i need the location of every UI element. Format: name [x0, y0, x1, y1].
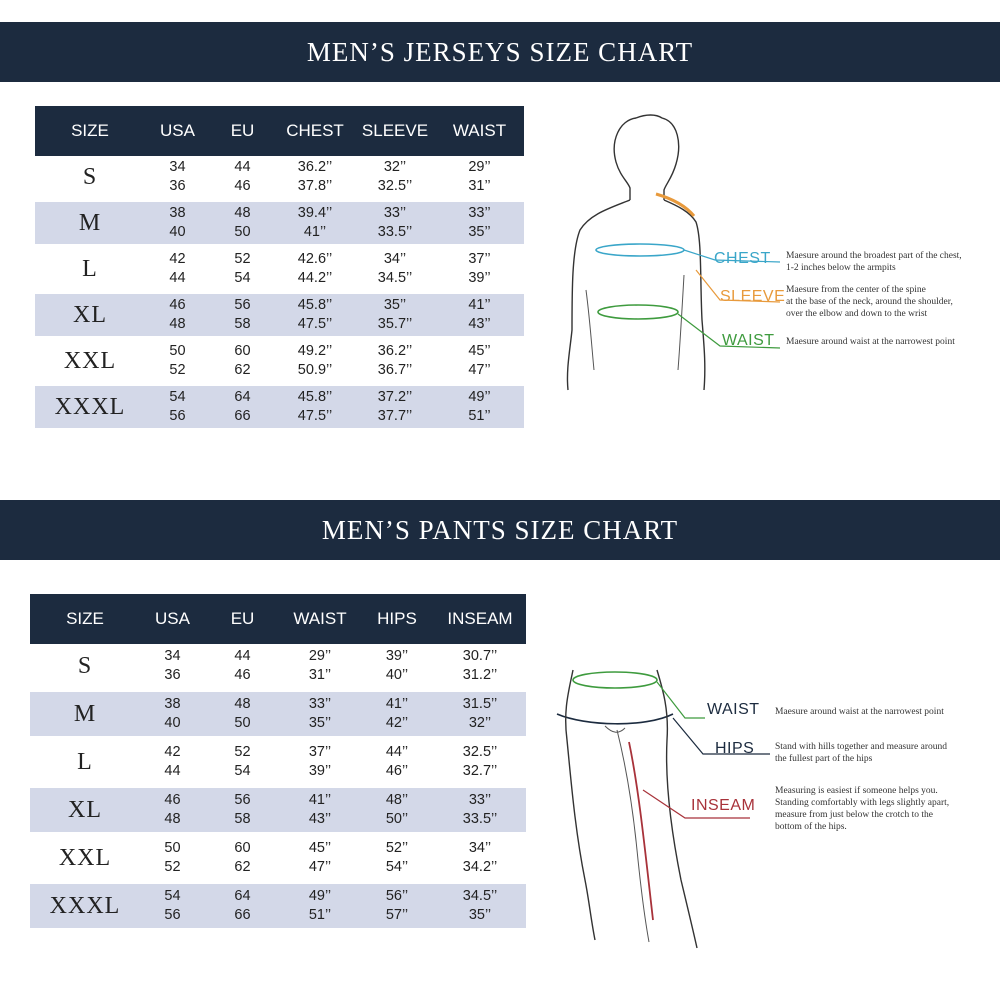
hips-value: 48’’: [385, 792, 409, 808]
sleeve-value: 35’’: [383, 297, 407, 313]
size-row: [35, 156, 524, 198]
waist-value: 45’’: [308, 840, 332, 856]
waist-value: 29’’: [308, 648, 332, 664]
eu-cell: [210, 156, 275, 198]
waist-cell: [280, 884, 360, 928]
hips-value: 54’’: [385, 859, 409, 875]
hips-cell: [360, 836, 434, 880]
eu-value: 64: [234, 389, 251, 405]
usa-cell: [140, 788, 205, 832]
header-eu: EU: [210, 106, 275, 156]
inseam-description: Measuring is easiest if someone helps you. Standing comfortably with legs slightly apart, measure from just below the crotch to the bottom of the hips.: [775, 786, 950, 832]
header-waist: WAIST: [280, 594, 360, 644]
header-waist: WAIST: [435, 106, 524, 156]
header-chest: CHEST: [275, 106, 355, 156]
usa-value: 50: [164, 840, 181, 856]
header-inseam: INSEAM: [434, 594, 526, 644]
header-usa: USA: [140, 594, 205, 644]
usa-cell: [145, 340, 210, 382]
chest-cell: [275, 248, 355, 290]
usa-value: 40: [164, 715, 181, 731]
usa-value: 48: [169, 316, 186, 332]
usa-value: 50: [169, 343, 186, 359]
inseam-cell: [434, 644, 526, 688]
hips-cell: [360, 788, 434, 832]
header-hips: HIPS: [360, 594, 434, 644]
waist-label: WAIST: [722, 332, 775, 349]
chest-value: 39.4’’: [297, 205, 333, 221]
header-sleeve: SLEEVE: [355, 106, 435, 156]
usa-value: 42: [169, 251, 186, 267]
waist-description: Maesure around waist at the narrowest point: [786, 337, 955, 347]
usa-value: 54: [169, 389, 186, 405]
eu-value: 54: [234, 763, 251, 779]
waist-value: 49’’: [468, 389, 491, 405]
eu-cell: [205, 740, 280, 784]
pants-measurement-figure: [545, 630, 1000, 960]
usa-value: 46: [164, 792, 181, 808]
sleeve-value: 35.7’’: [377, 316, 413, 332]
inseam-cell: [434, 788, 526, 832]
inner-arm-right: [678, 275, 684, 370]
waist-value: 35’’: [468, 224, 491, 240]
sleeve-cell: [355, 386, 435, 428]
pants-header-row: [30, 594, 526, 644]
usa-cell: [145, 156, 210, 198]
usa-value: 38: [164, 696, 181, 712]
waist-value: 31’’: [308, 667, 332, 683]
sleeve-value: 36.2’’: [377, 343, 413, 359]
eu-cell: [205, 884, 280, 928]
hips-value: 46’’: [385, 763, 409, 779]
hips-measure-line: [557, 714, 673, 724]
usa-cell: [145, 248, 210, 290]
waist-value: 41’’: [468, 297, 491, 313]
waist-value: 29’’: [468, 159, 491, 175]
eu-value: 62: [234, 362, 251, 378]
hips-value: 41’’: [385, 696, 409, 712]
eu-value: 56: [234, 792, 251, 808]
inseam-cell: [434, 836, 526, 880]
waist-value: 47’’: [468, 362, 491, 378]
header-size: SIZE: [30, 594, 140, 644]
inseam-value: 31.5’’: [462, 696, 498, 712]
eu-value: 58: [234, 316, 251, 332]
usa-cell: [145, 294, 210, 336]
chest-value: 41’’: [303, 224, 327, 240]
usa-value: 34: [169, 159, 186, 175]
inner-arm-left: [586, 290, 594, 370]
size-cell: M: [30, 692, 140, 736]
header-eu: EU: [205, 594, 280, 644]
hips-cell: [360, 884, 434, 928]
inseam-value: 33’’: [468, 792, 492, 808]
size-cell: L: [77, 748, 93, 775]
jerseys-title: MEN’S JERSEYS SIZE CHART: [306, 36, 694, 67]
usa-value: 36: [169, 178, 186, 194]
usa-value: 36: [164, 667, 181, 683]
eu-cell: [205, 836, 280, 880]
usa-cell: [140, 644, 205, 688]
eu-cell: [205, 692, 280, 736]
inseam-cell: [434, 884, 526, 928]
sleeve-value: 37.7’’: [377, 408, 413, 424]
pants-title: MEN’S PANTS SIZE CHART: [321, 514, 679, 545]
chest-value: 42.6’’: [297, 251, 333, 267]
usa-cell: [140, 884, 205, 928]
eu-value: 52: [234, 251, 251, 267]
eu-value: 56: [234, 297, 251, 313]
waist-cell: [435, 294, 524, 336]
size-cell: S: [77, 652, 93, 679]
waist-cell: [435, 386, 524, 428]
hips-cell: [360, 644, 434, 688]
waist-value: 43’’: [308, 811, 332, 827]
size-row: [35, 340, 524, 382]
usa-cell: [145, 202, 210, 244]
inseam-measure-line: [629, 742, 653, 920]
eu-value: 50: [234, 715, 251, 731]
header-size: SIZE: [35, 106, 145, 156]
sleeve-cell: [355, 294, 435, 336]
chest-value: 49.2’’: [297, 343, 333, 359]
sleeve-value: 34.5’’: [377, 270, 413, 286]
chest-cell: [275, 156, 355, 198]
sleeve-cell: [355, 340, 435, 382]
sleeve-description: Maesure from the center of the spine at the base of the neck, around the shoulder, over the elbow and down to the wrist: [786, 285, 953, 319]
inseam-value: 34.5’’: [462, 888, 498, 904]
waist-cell: [435, 248, 524, 290]
usa-cell: [145, 386, 210, 428]
eu-value: 58: [234, 811, 251, 827]
hips-label: HIPS: [715, 740, 755, 757]
crotch-line: [605, 726, 625, 732]
jersey-measurement-figure: [550, 100, 1000, 420]
size-cell: L: [82, 255, 98, 282]
usa-value: 42: [164, 744, 181, 760]
waist-value: 51’’: [468, 408, 491, 424]
waist-value: 51’’: [308, 907, 332, 923]
chest-cell: [275, 386, 355, 428]
inseam-cell: [434, 740, 526, 784]
size-row: [30, 788, 526, 832]
sleeve-cell: [355, 248, 435, 290]
eu-cell: [205, 788, 280, 832]
eu-cell: [210, 386, 275, 428]
usa-value: 44: [169, 270, 186, 286]
inseam-value: 34.2’’: [462, 859, 498, 875]
inseam-value: 34’’: [468, 840, 492, 856]
size-row: [30, 692, 526, 736]
usa-value: 48: [164, 811, 181, 827]
chest-description: Maesure around the broadest part of the chest, 1-2 inches below the armpits: [786, 251, 962, 273]
size-cell: S: [82, 163, 98, 190]
eu-value: 60: [234, 343, 251, 359]
eu-cell: [210, 248, 275, 290]
waist-cell: [280, 692, 360, 736]
usa-value: 56: [164, 907, 181, 923]
size-cell: XXXL: [30, 884, 140, 928]
chest-value: 47.5’’: [297, 408, 333, 424]
size-row: [30, 884, 526, 928]
size-cell: XXXL: [35, 386, 145, 428]
waist-value: 39’’: [308, 763, 332, 779]
inseam-value: 33.5’’: [462, 811, 498, 827]
eu-value: 46: [234, 667, 251, 683]
inseam-value: 32’’: [468, 715, 492, 731]
chest-cell: [275, 340, 355, 382]
chest-value: 44.2’’: [297, 270, 333, 286]
chest-measure-line: [596, 244, 684, 256]
chest-value: 36.2’’: [297, 159, 333, 175]
waist-value: 49’’: [308, 888, 332, 904]
eu-value: 54: [234, 270, 251, 286]
chest-label: CHEST: [714, 250, 771, 267]
pants-waist-description: Maesure around waist at the narrowest point: [775, 707, 944, 717]
waist-cell: [435, 202, 524, 244]
usa-value: 44: [164, 763, 181, 779]
waist-value: 37’’: [468, 251, 491, 267]
eu-value: 62: [234, 859, 251, 875]
size-row: [30, 740, 526, 784]
usa-value: 54: [164, 888, 181, 904]
inseam-cell: [434, 692, 526, 736]
waist-value: 33’’: [468, 205, 491, 221]
waist-cell: [435, 340, 524, 382]
chest-value: 50.9’’: [297, 362, 333, 378]
hips-description: Stand with hills together and measure around the fullest part of the hips: [775, 742, 948, 764]
waist-value: 33’’: [308, 696, 332, 712]
sleeve-value: 33.5’’: [377, 224, 413, 240]
chest-value: 37.8’’: [297, 178, 333, 194]
sleeve-value: 32.5’’: [377, 178, 413, 194]
waist-value: 39’’: [468, 270, 491, 286]
eu-value: 44: [234, 159, 251, 175]
usa-cell: [140, 836, 205, 880]
size-row: [30, 644, 526, 688]
hips-value: 44’’: [385, 744, 409, 760]
header-usa: USA: [145, 106, 210, 156]
head-outline: [614, 115, 678, 200]
eu-cell: [210, 202, 275, 244]
hips-cell: [360, 740, 434, 784]
jerseys-title-banner: [0, 22, 1000, 82]
usa-value: 52: [164, 859, 181, 875]
waist-value: 47’’: [308, 859, 332, 875]
sleeve-cell: [355, 202, 435, 244]
waist-value: 45’’: [468, 343, 491, 359]
waist-cell: [280, 740, 360, 784]
chest-value: 45.8’’: [297, 297, 333, 313]
waist-measure-line: [598, 305, 678, 319]
usa-value: 40: [169, 224, 186, 240]
size-cell: XL: [30, 788, 140, 832]
usa-value: 52: [169, 362, 186, 378]
eu-value: 44: [234, 648, 251, 664]
sleeve-value: 32’’: [383, 159, 407, 175]
waist-value: 43’’: [468, 316, 491, 332]
sleeve-value: 34’’: [383, 251, 407, 267]
jerseys-header-row: [35, 106, 524, 156]
size-row: [35, 386, 524, 428]
waist-value: 37’’: [308, 744, 332, 760]
hips-value: 57’’: [385, 907, 409, 923]
eu-value: 66: [234, 907, 251, 923]
usa-cell: [140, 692, 205, 736]
torso-outline-right: [664, 200, 705, 390]
inseam-value: 31.2’’: [462, 667, 498, 683]
usa-value: 56: [169, 408, 186, 424]
eu-value: 46: [234, 178, 251, 194]
chest-value: 47.5’’: [297, 316, 333, 332]
pants-waist-measure-line: [573, 672, 657, 688]
size-cell: XXL: [58, 844, 112, 871]
hips-value: 52’’: [385, 840, 409, 856]
eu-value: 66: [234, 408, 251, 424]
hips-value: 42’’: [385, 715, 409, 731]
pants-size-table: [30, 594, 526, 928]
size-row: [30, 836, 526, 880]
usa-cell: [140, 740, 205, 784]
chest-cell: [275, 294, 355, 336]
inseam-value: 30.7’’: [462, 648, 498, 664]
waist-cell: [280, 788, 360, 832]
hips-value: 39’’: [385, 648, 409, 664]
pants-title-banner: [0, 500, 1000, 560]
torso-outline-left: [567, 200, 630, 390]
eu-value: 48: [234, 205, 251, 221]
size-row: [35, 202, 524, 244]
size-cell: XL: [35, 294, 145, 336]
waist-cell: [435, 156, 524, 198]
eu-value: 52: [234, 744, 251, 760]
eu-cell: [210, 340, 275, 382]
waist-value: 35’’: [308, 715, 332, 731]
usa-value: 46: [169, 297, 186, 313]
chest-cell: [275, 202, 355, 244]
hips-cell: [360, 692, 434, 736]
size-row: [35, 248, 524, 290]
legs-outline-left: [566, 670, 595, 940]
hips-value: 50’’: [385, 811, 409, 827]
sleeve-value: 36.7’’: [377, 362, 413, 378]
sleeve-label: SLEEVE: [720, 288, 786, 305]
size-cell: M: [35, 202, 145, 244]
jerseys-size-table: [35, 106, 524, 428]
inseam-label: INSEAM: [691, 797, 756, 814]
sleeve-value: 33’’: [383, 205, 407, 221]
hips-value: 40’’: [385, 667, 409, 683]
waist-value: 41’’: [308, 792, 332, 808]
waist-cell: [280, 836, 360, 880]
eu-cell: [205, 644, 280, 688]
eu-cell: [210, 294, 275, 336]
waist-value: 31’’: [468, 178, 491, 194]
inseam-value: 32.5’’: [462, 744, 498, 760]
usa-value: 38: [169, 205, 186, 221]
pants-waist-label: WAIST: [707, 701, 760, 718]
eu-value: 48: [234, 696, 251, 712]
size-cell: XXL: [63, 347, 117, 374]
eu-value: 50: [234, 224, 251, 240]
hips-value: 56’’: [385, 888, 409, 904]
eu-value: 64: [234, 888, 251, 904]
eu-value: 60: [234, 840, 251, 856]
size-row: [35, 294, 524, 336]
usa-value: 34: [164, 648, 181, 664]
inseam-value: 35’’: [468, 907, 492, 923]
chest-value: 45.8’’: [297, 389, 333, 405]
sleeve-value: 37.2’’: [377, 389, 413, 405]
waist-cell: [280, 644, 360, 688]
inseam-value: 32.7’’: [462, 763, 498, 779]
sleeve-cell: [355, 156, 435, 198]
